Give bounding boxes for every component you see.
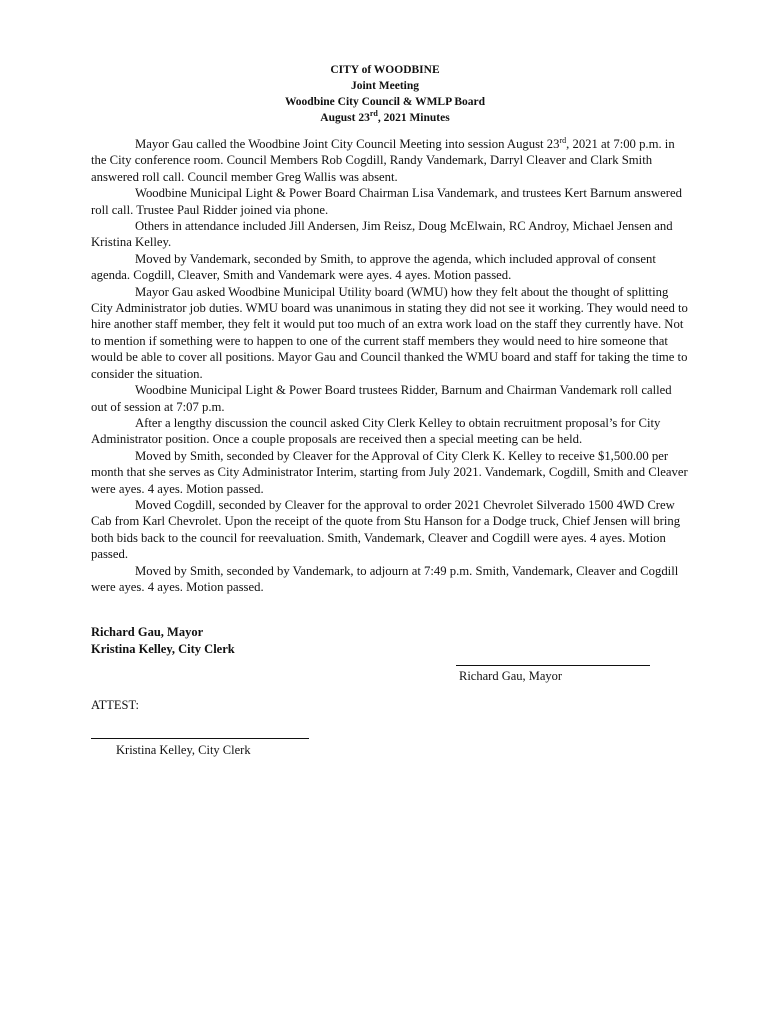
paragraph-interim-pay-motion: Moved by Smith, seconded by Cleaver for the Approval of City Clerk K. Kelley to receive $1,500.00 per month that she serves as City Administrator Interim, starting from July 2021. Vandemark, Cogdill, Smith and Cleaver were ayes. 4 ayes. Motion passed. — [91, 448, 688, 496]
signer-mayor: Richard Gau, Mayor — [91, 625, 204, 639]
paragraph-adjourn: Moved by Smith, seconded by Vandemark, to adjourn at 7:49 p.m. Smith, Vandemark, Cleaver and Cogdill were ayes. 4 ayes. Motion passed. — [91, 563, 679, 594]
date-month: August 23 — [320, 112, 370, 124]
p1-part-b: , 2021 at 7:00 p.m. in the City conference room. Council Members Rob Cogdill, Randy Vandemark, Darryl Cleaver and Clark Smith answered roll call. Council member Greg Wallis was absent. — [91, 137, 675, 184]
p1-part-a: Mayor Gau called the Woodbine Joint City Council Meeting into session August 23 — [135, 137, 560, 151]
city-title: CITY of WOODBINE — [330, 64, 440, 76]
minutes-body — [91, 136, 689, 595]
date-superscript: rd — [369, 109, 378, 119]
date-rest: , 2021 Minutes — [377, 112, 450, 124]
mayor-signature-line — [456, 665, 650, 666]
paragraph-attendance: Others in attendance included Jill Andersen, Jim Reisz, Doug McElwain, RC Androy, Michael Jensen and Kristina Kelley. — [91, 219, 673, 250]
attest-label: ATTEST: — [91, 698, 139, 712]
document-header — [0, 62, 770, 126]
paragraph-agenda-motion: Moved by Vandemark, seconded by Smith, to approve the agenda, which included approval of consent agenda. Cogdill, Cleaver, Smith and Vandemark were ayes. 4 ayes. Motion passed. — [91, 251, 656, 283]
paragraph-board-roll-call: Woodbine Municipal Light & Power Board Chairman Lisa Vandemark, and trustees Kert Barnum answered roll call. Trustee Paul Ridder joined via phone. — [91, 186, 682, 217]
boards-title: Woodbine City Council & WMLP Board — [284, 96, 486, 108]
meeting-type: Joint Meeting — [350, 80, 420, 92]
clerk-signature-label: Kristina Kelley, City Clerk — [116, 743, 251, 757]
paragraph-board-out-of-session: Woodbine Municipal Light & Power Board trustees Ridder, Barnum and Chairman Vandemark roll called out of session at 7:07 p.m. — [91, 383, 672, 414]
paragraph-call-to-order — [91, 136, 689, 185]
signer-clerk: Kristina Kelley, City Clerk — [91, 642, 235, 656]
paragraph-wmu-discussion: Mayor Gau asked Woodbine Municipal Utility board (WMU) how they felt about the thought of splitting City Administrator job duties. WMU board was unanimous in stating they did not see it working. They would need to hire another staff member, they felt it would put too much of an extra work load on the staff they currently have. Not to mention if something were to happen to one of the current staff members they would need to hire someone that would be able to cover all positions. Mayor Gau and Council thanked the WMU board and staff for taking the time to consider the situation. — [91, 284, 688, 381]
meeting-date — [0, 110, 770, 126]
p1-superscript: rd — [559, 135, 567, 145]
signers-block — [91, 624, 235, 658]
mayor-signature-label: Richard Gau, Mayor — [459, 669, 563, 683]
paragraph-recruitment: After a lengthy discussion the council asked City Clerk Kelley to obtain recruitment proposal’s for City Administrator position. Once a couple proposals are received then a special meeting can be held. — [91, 415, 661, 447]
clerk-signature-line — [91, 738, 309, 739]
paragraph-truck-motion: Moved Cogdill, seconded by Cleaver for the approval to order 2021 Chevrolet Silverado 1500 4WD Crew Cab from Karl Chevrolet. Upon the receipt of the quote from Stu Hanson for a Dodge truck, Chief Jensen will bring both bids back to the council for reevaluation. Smith, Vandemark, Cleaver and Cogdill were ayes. 4 ayes. Motion passed. — [91, 497, 681, 562]
